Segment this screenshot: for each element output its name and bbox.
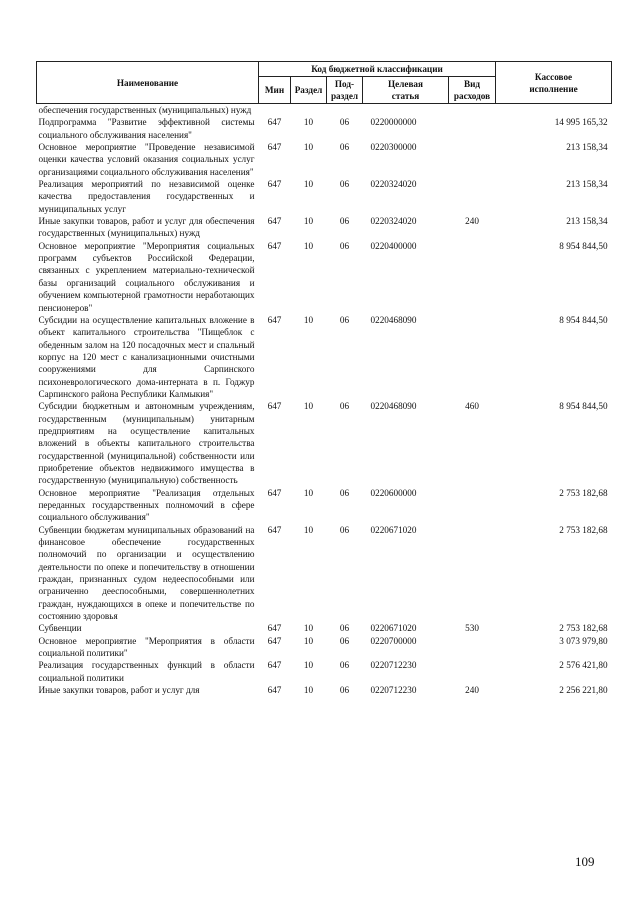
row-podrazdel: 06	[339, 401, 350, 412]
row-vid	[449, 659, 496, 684]
row-podrazdel	[327, 104, 363, 117]
row-amount: 2 576 421,80	[559, 660, 608, 671]
header-vid	[449, 77, 496, 104]
row-min: 647	[267, 685, 282, 696]
row-amount: 8 954 844,50	[559, 401, 608, 412]
header-vid-line1: Вид	[463, 79, 481, 89]
row-name: обеспечения государственных (муниципальных) нужд	[38, 105, 252, 115]
row-amount: 2 256 221,80	[559, 685, 608, 696]
row-podrazdel: 06	[339, 216, 350, 227]
row-razdel: 10	[303, 524, 314, 535]
row-vid: 460	[465, 401, 479, 412]
row-podrazdel: 06	[339, 623, 350, 634]
row-vid	[449, 240, 496, 314]
row-target	[363, 104, 449, 117]
page-number: 109	[575, 854, 595, 869]
row-amount: 14 995 165,32	[554, 117, 608, 128]
row-podrazdel: 06	[339, 179, 350, 190]
row-razdel: 10	[303, 623, 314, 634]
row-razdel: 10	[303, 179, 314, 190]
row-razdel: 10	[303, 685, 314, 696]
table-body	[37, 104, 612, 697]
row-min: 647	[267, 216, 282, 227]
row-min: 647	[267, 117, 282, 128]
table-row	[37, 622, 612, 634]
row-name: Основное мероприятие "Мероприятия в области социальной политики"	[38, 635, 255, 659]
row-name: Субсидии бюджетным и автономным учреждениям, государственным (муниципальным) унитарным предприятиям на осуществление капитальных вложений в объекты капитального строительства государственной (муниципальной) собственности или приобретение объектов недвижимого имущества в государственную (муниципальную) собственность	[38, 401, 255, 486]
row-min: 647	[267, 314, 282, 325]
row-target: 0220671020	[370, 623, 417, 634]
row-name: Субсидии на осуществление капитальных вложение в объект капитального строительства "Пищеблок с обеденным залом на 120 посадочных мест и спальный корпус на 120 мест с канализационными очистными сооружениями для Сарпинского психоневрологического дома-интерната в п. Годжур Сарпинского района Республики Калмыкия"	[38, 314, 255, 399]
header-podrazdel-line2: раздел	[330, 91, 359, 101]
row-podrazdel: 06	[339, 487, 350, 498]
row-target: 0220712230	[370, 685, 417, 696]
header-cash-line2: исполнение	[529, 83, 578, 94]
table-row	[37, 524, 612, 623]
row-razdel: 10	[303, 487, 314, 498]
table-row	[37, 400, 612, 486]
row-razdel: 10	[303, 240, 314, 251]
row-target: 0220468090	[370, 401, 417, 412]
table-row	[37, 487, 612, 524]
row-min: 647	[267, 240, 282, 251]
header-podrazdel-line1: Под-	[334, 79, 355, 89]
row-razdel: 10	[303, 216, 314, 227]
row-target: 0220000000	[370, 117, 417, 128]
row-podrazdel: 06	[339, 660, 350, 671]
row-target: 0220324020	[370, 216, 417, 227]
row-vid	[449, 635, 496, 660]
header-vid-line2: расходов	[453, 91, 491, 101]
row-podrazdel: 06	[339, 635, 350, 646]
row-razdel: 10	[303, 142, 314, 153]
header-target	[363, 77, 449, 104]
row-podrazdel: 06	[339, 524, 350, 535]
row-target: 0220712230	[370, 660, 417, 671]
budget-table-sheet	[36, 61, 611, 697]
row-min: 647	[267, 401, 282, 412]
row-vid	[449, 116, 496, 141]
row-razdel: 10	[303, 635, 314, 646]
header-cash-line1: Кассовое	[534, 71, 573, 82]
header-target-line2: статья	[391, 91, 420, 101]
header-name: Наименование	[37, 62, 259, 104]
row-amount	[496, 104, 612, 117]
row-name: Иные закупки товаров, работ и услуг для	[38, 685, 200, 696]
row-razdel: 10	[303, 660, 314, 671]
table-row	[37, 314, 612, 400]
row-name: Подпрограмма "Развитие эффективной системы социального обслуживания населения"	[38, 117, 255, 140]
row-amount: 8 954 844,50	[559, 314, 608, 325]
row-name: Субвенции	[38, 623, 82, 634]
row-name: Основное мероприятие "Проведение независимой оценки качества условий оказания социальных услуг организациями социального обслуживания населения"	[38, 142, 255, 177]
row-vid	[449, 141, 496, 178]
row-amount: 2 753 182,68	[559, 524, 608, 535]
row-target: 0220400000	[370, 240, 417, 251]
row-amount: 2 753 182,68	[559, 487, 608, 498]
row-target: 0220671020	[370, 524, 417, 535]
row-min: 647	[267, 623, 282, 634]
row-vid	[449, 524, 496, 623]
table-row	[37, 635, 612, 660]
table-row	[37, 684, 612, 696]
row-name: Основное мероприятие "Реализация отдельных переданных государственных полномочий в сфере социального обслуживания"	[38, 487, 255, 523]
row-amount: 213 158,34	[566, 179, 608, 190]
row-vid	[449, 178, 496, 215]
row-target: 0220600000	[370, 487, 417, 498]
budget-table	[36, 61, 612, 697]
row-razdel: 10	[303, 401, 314, 412]
row-amount: 2 753 182,68	[559, 623, 608, 634]
table-row	[37, 178, 612, 215]
header-code-group: Код бюджетной классификации	[259, 62, 496, 77]
row-vid	[449, 314, 496, 400]
row-min: 647	[267, 179, 282, 190]
row-amount: 213 158,34	[566, 216, 608, 227]
row-podrazdel: 06	[339, 314, 350, 325]
header-podrazdel	[327, 77, 363, 104]
row-amount: 8 954 844,50	[559, 240, 608, 251]
row-min: 647	[267, 487, 282, 498]
header-min: Мин	[259, 77, 291, 104]
row-vid	[449, 104, 496, 117]
row-target: 0220468090	[370, 314, 417, 325]
row-vid	[449, 487, 496, 524]
row-podrazdel: 06	[339, 685, 350, 696]
table-row	[37, 116, 612, 141]
row-amount: 3 073 979,80	[559, 635, 608, 646]
header-razdel: Раздел	[291, 77, 327, 104]
row-name: Основное мероприятие "Мероприятия социальных программ субъектов Российской Федерации, связанных с укреплением материально-технической базы организаций социального обслуживания и обучением компьютерной грамотности неработающих пенсионеров"	[38, 240, 255, 313]
row-min	[259, 104, 291, 117]
row-min: 647	[267, 142, 282, 153]
row-min: 647	[267, 660, 282, 671]
row-podrazdel: 06	[339, 240, 350, 251]
row-target: 0220300000	[370, 142, 417, 153]
row-vid: 530	[465, 623, 479, 634]
header-cash	[496, 62, 612, 104]
row-podrazdel: 06	[339, 117, 350, 128]
row-min: 647	[267, 524, 282, 535]
table-row	[37, 104, 612, 117]
row-target: 0220700000	[370, 635, 417, 646]
header-target-line1: Целевая	[388, 79, 423, 89]
row-vid: 240	[465, 685, 479, 696]
table-row	[37, 215, 612, 240]
row-razdel	[291, 104, 327, 117]
row-amount: 213 158,34	[566, 142, 608, 153]
table-row	[37, 659, 612, 684]
row-name: Реализация государственных функций в области социальной политики	[38, 660, 255, 683]
row-target: 0220324020	[370, 179, 417, 190]
row-razdel: 10	[303, 314, 314, 325]
row-vid: 240	[465, 216, 479, 227]
row-min: 647	[267, 635, 282, 646]
row-podrazdel: 06	[339, 142, 350, 153]
row-razdel: 10	[303, 117, 314, 128]
table-row	[37, 240, 612, 314]
row-name: Реализация мероприятий по независимой оценке качества предоставления государственных и муниципальных услуг	[38, 179, 255, 214]
row-name: Иные закупки товаров, работ и услуг для обеспечения государственных (муниципальных) нужд	[38, 216, 255, 239]
table-row	[37, 141, 612, 178]
row-name: Субвенции бюджетам муниципальных образований на финансовое обеспечение государственных полномочий по организации и осуществлению деятельности по опеке и попечительству в отношении граждан, признанных судом недееспособными или ограниченно дееспособными, совершеннолетних граждан, нуждающихся в опеке и попечительстве по состоянию здоровья	[38, 524, 255, 622]
table-header	[37, 62, 612, 104]
